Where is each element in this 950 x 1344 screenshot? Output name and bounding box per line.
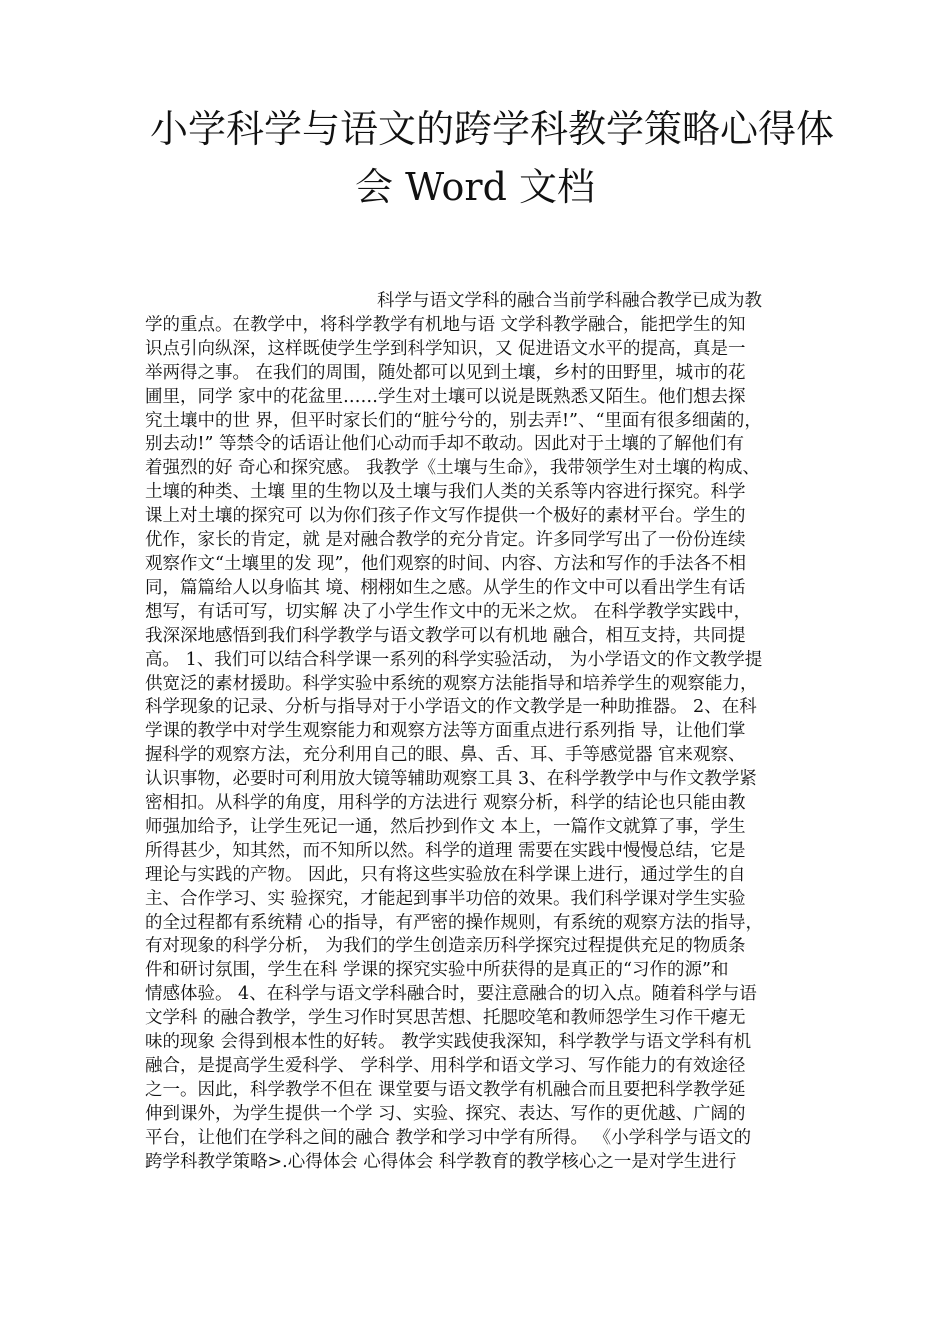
body-line: 想写，有话可写，切实解 决了小学生作文中的无米之炊。 在科学教学实践中， (145, 601, 752, 622)
body-line: 跨学科教学策略>.心得体会 心得体会 科学教育的教学核心之一是对学生进行 (145, 1151, 737, 1172)
body-line: 之一。因此，科学教学不但在 课堂要与语文教学有机融合而且要把科学教学延 (145, 1079, 746, 1100)
body-line: 握科学的观察方法，充分利用自己的眼、鼻、舌、耳、手等感觉器 官来观察、 (145, 745, 746, 766)
body-line: 识点引向纵深，这样既使学生学到科学知识，又 促进语文水平的提高，真是一 (145, 338, 746, 359)
body-line: 文学科 的融合教学，学生习作时冥思苦想、托腮咬笔和教师怨学生习作干瘪无 (145, 1008, 746, 1029)
body-line: 学的重点。在教学中，将科学教学有机地与语 文学科教学融合，能把学生的知 (145, 314, 746, 335)
body-line: 伸到课外，为学生提供一个学 习、实验、探究、表达、写作的更优越、广阔的 (145, 1103, 746, 1124)
body-line: 供宽泛的素材援助。科学实验中系统的观察方法能指导和培养学生的观察能力， (145, 673, 758, 694)
title-line-1: 小学科学与语文的跨学科教学策略心得体 (150, 107, 835, 151)
body-line: 同，篇篇给人以身临其 境、栩栩如生之感。从学生的作文中可以看出学生有话 (145, 577, 746, 598)
document-body (145, 290, 809, 1175)
body-line: 情感体验。 4、在科学与语文学科融合时，要注意融合的切入点。随着科学与语 (145, 984, 757, 1005)
body-line: 我深深地感悟到我们科学教学与语文教学可以有机地 融合，相互支持，共同提 (145, 625, 746, 646)
body-line: 究土壤中的世 界，但平时家长们的“脏兮兮的，别去弄!”、“里面有很多细菌的， (145, 410, 762, 431)
body-line: 课上对土壤的探究可 以为你们孩子作文写作提供一个极好的素材平台。学生的 (145, 506, 746, 527)
body-line: 主、合作学习、实 验探究，才能起到事半功倍的效果。我们科学课对学生实验 (145, 888, 746, 909)
body-line: 平台，让他们在学科之间的融合 教学和学习中学有所得。 《小学科学与语文的 (145, 1127, 752, 1148)
body-line: 师强加给予，让学生死记一通，然后抄到作文 本上，一篇作文就算了事，学生 (145, 816, 746, 837)
body-line: 味的现象 会得到根本性的好转。 教学实践使我深知，科学教学与语文学科有机 (145, 1032, 752, 1053)
body-line: 高。 1、我们可以结合科学课一系列的科学实验活动， 为小学语文的作文教学提 (145, 649, 763, 670)
body-line: 认识事物，必要时可利用放大镜等辅助观察工具 3、在科学教学中与作文教学紧 (145, 769, 757, 790)
body-line: 圃里，同学 家中的花盆里……学生对土壤可以说是既熟悉又陌生。他们想去探 (145, 386, 746, 407)
body-line: 举两得之事。 在我们的周围，随处都可以见到土壤，乡村的田野里，城市的花 (145, 362, 746, 383)
body-line: 理论与实践的产物。 因此，只有将这些实验放在科学课上进行，通过学生的自 (145, 864, 746, 885)
body-line: 有对现象的科学分析， 为我们的学生创造亲历科学探究过程提供充足的物质条 (145, 936, 746, 957)
body-line: 所得甚少，知其然，而不知所以然。科学的道理 需要在实践中慢慢总结，它是 (145, 840, 746, 861)
body-line: 融合，是提高学生爱科学、 学科学、用科学和语文学习、写作能力的有效途径 (145, 1056, 746, 1076)
body-line: 优作，家长的肯定，就 是对融合教学的充分肯定。许多同学写出了一份份连续 (145, 530, 746, 551)
title-line-2: 会 Word 文档 (354, 165, 595, 209)
body-line: 别去动!” 等禁令的话语让他们心动而手却不敢动。因此对于土壤的了解他们有 (145, 434, 745, 455)
body-line: 土壤的种类、土壤 里的生物以及土壤与我们人类的关系等内容进行探究。科学 (145, 482, 746, 503)
body-line: 学课的教学中对学生观察能力和观察方法等方面重点进行系列指 导，让他们掌 (145, 721, 746, 742)
body-line: 观察作文“土壤里的发 现”，他们观察的时间、内容、方法和写作的手法各不相 (145, 553, 746, 574)
body-line: 科学与语文学科的融合当前学科融合教学已成为教 (377, 291, 762, 311)
document-title (150, 100, 835, 216)
body-line: 着强烈的好 奇心和探究感。 我教学《土壤与生命》，我带领学生对土壤的构成、 (145, 458, 760, 479)
body-line: 密相扣。从科学的角度，用科学的方法进行 观察分析，科学的结论也只能由教 (145, 793, 746, 814)
body-line: 件和研讨氛围，学生在科 学课的探究实验中所获得的是真正的“习作的源”和 (145, 960, 729, 981)
body-line: 的全过程都有系统精 心的指导，有严密的操作规则，有系统的观察方法的指导， (145, 912, 764, 933)
body-line: 科学现象的记录、分析与指导对于小学语文的作文教学是一种助推器。 2、在科 (145, 697, 757, 718)
